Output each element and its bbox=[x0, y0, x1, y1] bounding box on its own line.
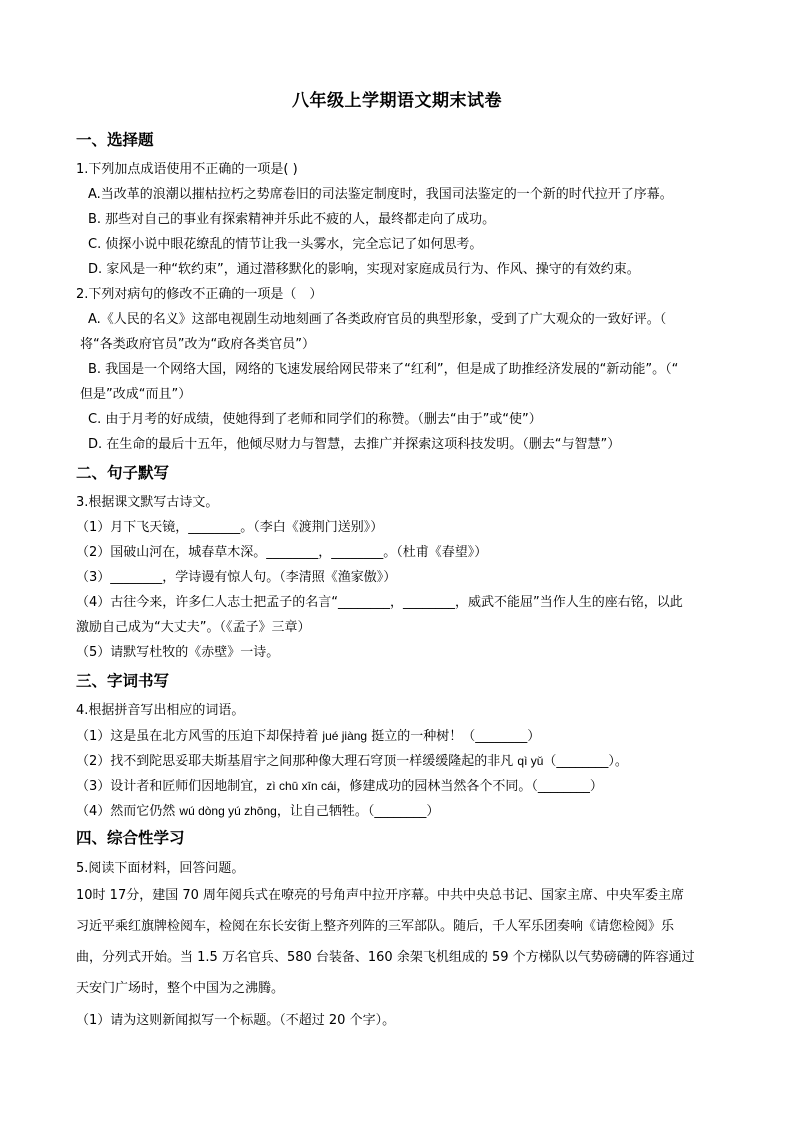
pinyin: wú dòng yú zhōng bbox=[179, 804, 277, 818]
question-2-option-b: B. 我国是一个网络大国，网络的飞速发展给网民带来了“红利”，但是成了助推经济发展的“新动能”。（“ bbox=[88, 362, 679, 377]
question-5-sub-1: （1）请为这则新闻拟写一个标题。（不超过 20 个字）。 bbox=[76, 1013, 396, 1028]
section-heading-writing: 三、字词书写 bbox=[76, 672, 170, 690]
question-2-option-c: C. 由于月考的好成绩，使她得到了老师和同学们的称赞。（删去“由于”或“使”） bbox=[88, 412, 542, 427]
question-4-item-2 bbox=[76, 752, 628, 771]
question-4-item-3 bbox=[76, 777, 603, 796]
question-2-option-d: D. 在生命的最后十五年，他倾尽财力与智慧，去推广并探索这项科技发明。（删去“与智慧”） bbox=[88, 437, 621, 452]
question-1-option-c: C. 侦探小说中眼花缭乱的情节让我一头雾水，完全忘记了如何思考。 bbox=[88, 237, 483, 252]
question-4-item-1 bbox=[76, 727, 540, 746]
question-5-stem: 5.阅读下面材料，回答问题。 bbox=[76, 861, 245, 876]
question-3-item-4: （4）古往今来，许多仁人志士把孟子的名言“________，________，威武不能屈”当作人生的座右铭，以此 bbox=[76, 595, 683, 610]
passage-line-3: 曲，分列式开始。当 1.5 万名官兵、580 台装备、160 余架飞机组成的 59 个方梯队以气势磅礴的阵容通过 bbox=[76, 950, 695, 965]
pinyin: zì chū xīn cái bbox=[266, 779, 337, 793]
page-title: 八年级上学期语文期末试卷 bbox=[292, 91, 502, 111]
question-4-item-4 bbox=[76, 802, 439, 821]
item-text: （3）设计者和匠师们因地制宜， bbox=[76, 779, 267, 794]
question-4-stem: 4.根据拼音写出相应的词语。 bbox=[76, 703, 245, 718]
section-heading-choice: 一、选择题 bbox=[76, 131, 154, 149]
item-text: （2）找不到陀思妥耶夫斯基眉宇之间那种像大理石穹顶一样缓缓隆起的非凡 bbox=[76, 754, 518, 769]
question-2-option-b-cont: 但是”改成“而且”） bbox=[80, 387, 192, 402]
passage-line-4: 天安门广场时，整个中国为之沸腾。 bbox=[76, 981, 285, 996]
question-3-item-4-cont: 激励自己成为“大丈夫”。（《孟子》三章） bbox=[76, 620, 311, 635]
passage-line-1: 10时 17分，建国 70 周年阅兵式在嘹亮的号角声中拉开序幕。中共中央总书记、国家主席、中央军委主席 bbox=[76, 888, 685, 903]
question-3-item-2: （2）国破山河在，城春草木深。________，________。（杜甫《春望》） bbox=[76, 545, 488, 560]
question-2-option-a-cont: 将“各类政府官员”改为“政府各类官员”） bbox=[80, 337, 315, 352]
item-text: （1）这是虽在北方风雪的压迫下却保持着 bbox=[76, 729, 323, 744]
question-1-stem: 1.下列加点成语使用不正确的一项是( ) bbox=[76, 162, 298, 177]
question-2-stem: 2.下列对病句的修改不正确的一项是（ ） bbox=[76, 287, 323, 302]
pinyin: jué jiàng bbox=[322, 729, 368, 743]
question-2-option-a: A.《人民的名义》这部电视剧生动地刻画了各类政府官员的典型形象，受到了广大观众的一致好评。（ bbox=[88, 312, 667, 327]
section-heading-recitation: 二、句子默写 bbox=[76, 464, 170, 482]
question-3-item-5: （5）请默写杜牧的《赤壁》一诗。 bbox=[76, 645, 280, 660]
item-text: ，让自己牺牲。（________） bbox=[276, 804, 440, 819]
question-1-option-a: A.当改革的浪潮以摧枯拉朽之势席卷旧的司法鉴定制度时，我国司法鉴定的一个新的时代拉开了序幕。 bbox=[88, 187, 673, 202]
passage-line-2: 习近平乘红旗牌检阅车，检阅在东长安街上整齐列阵的三军部队。随后，千人军乐团奏响《请您检阅》乐 bbox=[76, 919, 675, 934]
question-1-option-d: D. 家风是一种“软约束”，通过潜移默化的影响，实现对家庭成员行为、作风、操守的有效约束。 bbox=[88, 262, 640, 277]
item-text: 挺立的一种树！（________） bbox=[367, 729, 541, 744]
question-3-item-1: （1）月下飞天镜，________。（李白《渡荆门送别》） bbox=[76, 520, 384, 535]
question-1-option-b: B. 那些对自己的事业有探索精神并乐此不疲的人，最终都走向了成功。 bbox=[88, 212, 496, 227]
item-text: ，修建成功的园林当然各个不同。（________） bbox=[336, 779, 603, 794]
section-heading-comprehensive: 四、综合性学习 bbox=[76, 829, 185, 847]
question-3-stem: 3.根据课文默写古诗文。 bbox=[76, 495, 219, 510]
pinyin: qì yǔ bbox=[517, 754, 544, 768]
item-text: （4）然而它仍然 bbox=[76, 804, 180, 819]
item-text: （________）。 bbox=[543, 754, 628, 769]
question-3-item-3: （3）________，学诗谩有惊人句。（李清照《渔家傲》） bbox=[76, 570, 397, 585]
